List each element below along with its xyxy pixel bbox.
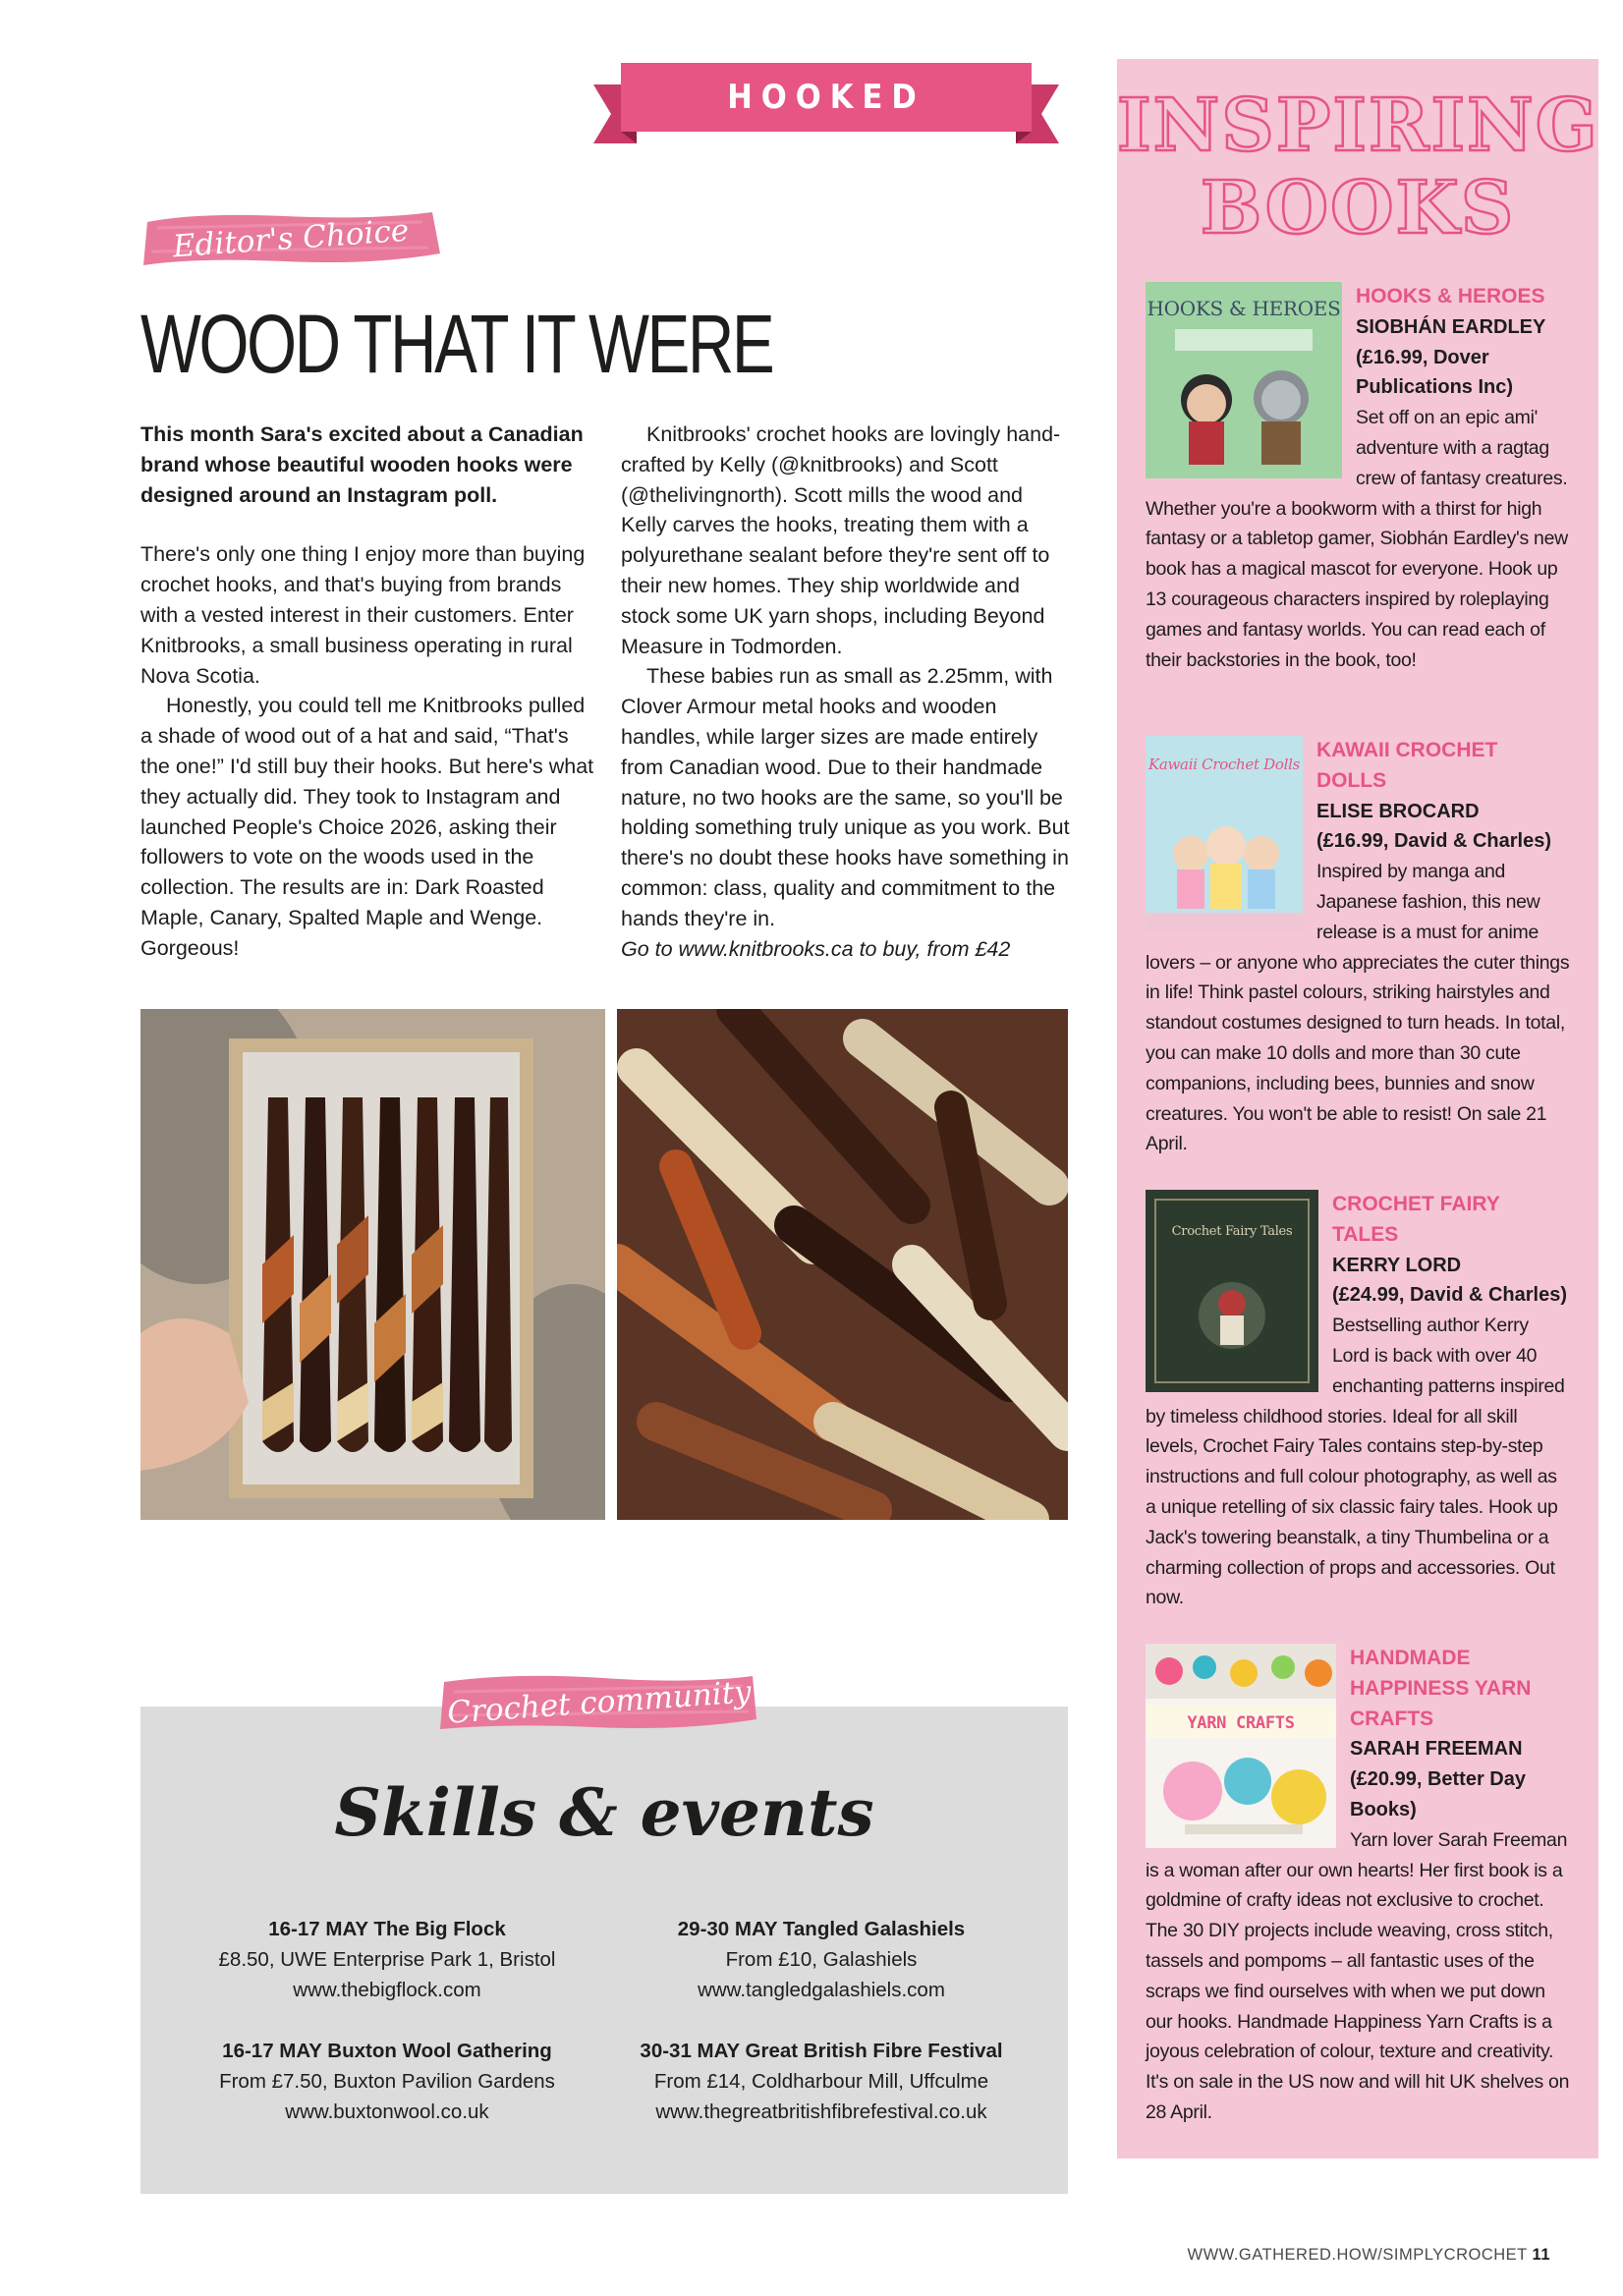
book-entry <box>1146 1644 1570 2128</box>
book-price: (£16.99, David & Charles) <box>1316 830 1551 853</box>
book-title: KAWAII CROCHET DOLLS <box>1316 739 1498 792</box>
book-cover-title: HOOKS & HEROES <box>1147 297 1341 320</box>
article-paragraph: Knitbrooks' crochet hooks are lovingly hand-crafted by Kelly (@knitbrooks) and Scott (@thelivingnorth). Scott mills the wood and Kelly carves the hooks, treating them with a polyurethane sealant before they're sent off to their new homes. They ship worldwide and stock some UK yarn shops, including Beyond Measure in Todmorden. <box>621 422 1061 658</box>
book-cover-title: Kawaii Crochet Dolls <box>1147 756 1301 773</box>
event-url[interactable]: www.thegreatbritishfibrefestival.co.uk <box>655 2100 987 2123</box>
book-cover <box>1146 282 1342 478</box>
article-headline: WOOD THAT IT WERE <box>140 298 773 390</box>
event-url[interactable]: www.thebigflock.com <box>293 1979 481 2001</box>
sidebar-title-line: INSPIRING <box>1117 84 1599 168</box>
crochet-community-label: Crochet community <box>446 1674 753 1731</box>
event-title: 16-17 MAY Buxton Wool Gathering <box>222 2040 552 2062</box>
event-title: 29-30 MAY Tangled Galashiels <box>677 1918 966 1940</box>
book-author: SARAH FREEMAN <box>1350 1738 1523 1761</box>
article-standfirst: This month Sara's excited about a Canadian brand whose beautiful wooden hooks were designed around an Instagram poll. <box>140 422 584 507</box>
book-author: ELISE BROCARD <box>1316 800 1480 822</box>
event-detail: From £7.50, Buxton Pavilion Gardens <box>219 2070 555 2093</box>
book-author: KERRY LORD <box>1332 1254 1462 1276</box>
section-banner-label: HOOKED <box>727 78 925 117</box>
article-paragraph: These babies run as small as 2.25mm, with Clover Armour metal hooks and wooden handles, while larger sizes are made entirely from Canadian wood. Due to their handmade nature, no two hooks are the same, so you'll be holding something truly unique as you work. But there's no doubt these hooks have something in common: class, quality and commitment to the hands they're in. <box>621 664 1070 930</box>
book-title: CROCHET FAIRY TALES <box>1332 1193 1500 1246</box>
crochet-community-tag <box>436 1670 762 1735</box>
article-paragraph: Honestly, you could tell me Knitbrooks pulled a shade of wood out of a hat and said, “That's the one!” I'd still buy their hooks. But here's what they actually did. They took to Instagram and launched People's Choice 2026, asking their followers to vote on the woods used in the collection. The results are in: Dark Roasted Maple, Canary, Spalted Maple and Wenge. Gorgeous! <box>140 694 594 960</box>
book-title: HOOKS & HEROES <box>1356 285 1545 308</box>
event-detail: From £14, Coldharbour Mill, Uffculme <box>653 2070 989 2093</box>
book-cover-title: YARN CRAFTS <box>1187 1713 1295 1733</box>
event-item <box>615 2036 1028 2127</box>
event-detail: £8.50, UWE Enterprise Park 1, Bristol <box>218 1948 556 1971</box>
sidebar-title-line: BOOKS <box>1200 166 1516 251</box>
book-entry <box>1146 1190 1570 1613</box>
book-description: Bestselling author Kerry Lord is back with over 40 enchanting patterns inspired by timeless childhood stories. Ideal for all skill levels, Crochet Fairy Tales contains step-by-step instructions and full colour photography, as well as a unique retelling of six classic fairy tales. Hook up Jack's towering beanstalk, a tiny Thumbelina or a charming collection of props and accessories. Out now. <box>1146 1315 1565 1609</box>
book-cover-title: Crochet Fairy Tales <box>1171 1224 1293 1239</box>
book-description: Yarn lover Sarah Freeman is a woman after our own hearts! Her first book is a goldmine of crafty ideas not exclusive to crochet. The 30 DIY projects include weaving, cross stitch, tassels and pompoms – all fantastic uses of the scraps we find ourselves with when we put down our hooks. Handmade Happiness Yarn Crafts is a joyous celebration of colour, texture and creativity. It's on sale in the US now and will hit UK shelves on 28 April. <box>1146 1828 1570 2123</box>
event-item <box>181 1914 593 2005</box>
events-title: Skills & events <box>334 1774 874 1851</box>
article-column-2 <box>621 420 1073 964</box>
event-detail: From £10, Galashiels <box>725 1948 918 1971</box>
book-price: (£16.99, Dover Publications Inc) <box>1356 346 1514 399</box>
book-description: Inspired by manga and Japanese fashion, this new release is a must for anime lovers – or anyone who appreciates the cuter things in life! Think pastel colours, striking hairstyles and standout costumes designed to turn heads. In total, you can make 10 dolls and more than 30 cute companions, including bees, bunnies and snow creatures. You won't be able to resist! On sale 21 April. <box>1146 861 1570 1155</box>
article-column-1 <box>140 420 594 964</box>
event-item <box>181 2036 593 2127</box>
sidebar-title <box>1117 84 1598 250</box>
article-paragraph: There's only one thing I enjoy more than buying crochet hooks, and that's buying from brands with a vested interest in their customers. Enter Knitbrooks, a small business operating in rural Nova Scotia. <box>140 542 586 688</box>
event-url[interactable]: www.tangledgalashiels.com <box>698 1979 945 2001</box>
event-title: 30-31 MAY Great British Fibre Festival <box>640 2040 1003 2062</box>
hooks-box-photo <box>140 1009 605 1520</box>
editors-choice-tag <box>138 208 444 269</box>
book-cover <box>1146 1190 1318 1392</box>
page-number: 11 <box>1532 2246 1550 2264</box>
book-price: (£20.99, Better Day Books) <box>1350 1768 1526 1820</box>
event-item <box>615 1914 1028 2005</box>
book-entry <box>1146 736 1570 1159</box>
book-price: (£24.99, David & Charles) <box>1332 1284 1567 1307</box>
hooks-pile-photo <box>617 1009 1068 1520</box>
event-url[interactable]: www.buxtonwool.co.uk <box>285 2100 489 2123</box>
page-footer <box>1188 2246 1550 2265</box>
book-description: Set off on an epic ami' adventure with a ragtag crew of fantasy creatures. Whether you're a bookworm with a thirst for high fantasy or a tabletop gamer, Siobhán Eardley's new book has a magical mascot for everyone. Hook up 13 courageous characters inspired by roleplaying games and fantasy worlds. You can read each of their backstories in the book, too! <box>1146 407 1568 671</box>
book-cover <box>1146 1644 1336 1848</box>
book-entry <box>1146 282 1570 675</box>
editors-choice-label: Editor's Choice <box>171 212 411 265</box>
footer-url[interactable]: WWW.GATHERED.HOW/SIMPLYCROCHET <box>1187 2246 1528 2264</box>
event-title: 16-17 MAY The Big Flock <box>268 1918 506 1940</box>
section-banner <box>593 63 1059 155</box>
article-buy-link[interactable]: Go to www.knitbrooks.ca to buy, from £42 <box>621 936 1011 961</box>
book-cover <box>1146 736 1303 932</box>
book-title: HANDMADE HAPPINESS YARN CRAFTS <box>1350 1647 1532 1730</box>
book-author: SIOBHÁN EARDLEY <box>1356 315 1546 338</box>
